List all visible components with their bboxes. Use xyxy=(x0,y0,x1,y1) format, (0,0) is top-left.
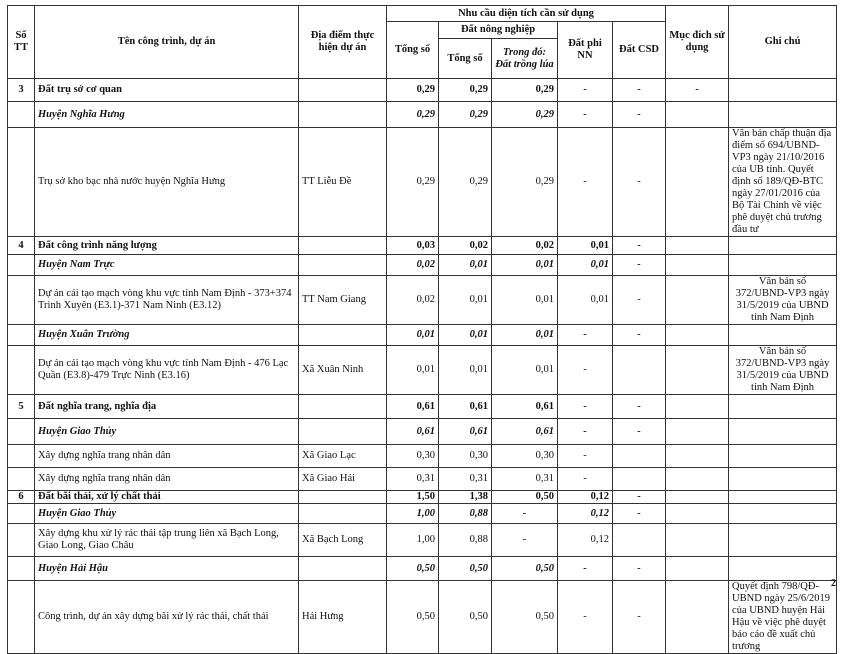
cell-agri-total: 0,88 xyxy=(439,504,492,524)
cell-location xyxy=(299,419,387,445)
cell-agri-total: 0,50 xyxy=(439,581,492,654)
cell-non-agri: - xyxy=(558,128,613,237)
cell-name: Huyện Nam Trực xyxy=(35,255,299,276)
header-stt: Số TT xyxy=(8,6,35,79)
header-total: Tổng số xyxy=(387,22,439,79)
cell-stt xyxy=(8,255,35,276)
cell-location xyxy=(299,395,387,419)
district-row xyxy=(8,325,837,346)
cell-agri-total: 0,50 xyxy=(439,557,492,581)
cell-purpose xyxy=(666,237,729,255)
cell-non-agri: 0,12 xyxy=(558,524,613,557)
cell-agri-total: 0,01 xyxy=(439,346,492,395)
cell-rice: 0,50 xyxy=(492,491,558,504)
cell-stt xyxy=(8,581,35,654)
cell-stt: 6 xyxy=(8,491,35,504)
district-row xyxy=(8,419,837,445)
cell-note: Văn bản chấp thuận địa điểm số 694/UBND-VP3 ngày 21/10/2016 của UB tỉnh. Quyết định số 189/QĐ-BTC ngày 27/01/2016 của Bộ Tài Chính về việc phê duyệt chủ trương đầu tư xyxy=(729,128,837,237)
cell-total: 0,02 xyxy=(387,276,439,325)
cell-name: Đất bãi thải, xử lý chất thải xyxy=(35,491,299,504)
cell-unused: - xyxy=(613,237,666,255)
header-non-agri: Đất phi NN xyxy=(558,22,613,79)
cell-note xyxy=(729,102,837,128)
cell-stt xyxy=(8,419,35,445)
cell-note xyxy=(729,255,837,276)
cell-name: Huyện Nghĩa Hưng xyxy=(35,102,299,128)
cell-location: Xã Giao Lạc xyxy=(299,445,387,468)
cell-agri-total: 0,01 xyxy=(439,276,492,325)
cell-non-agri: 0,01 xyxy=(558,237,613,255)
cell-note xyxy=(729,504,837,524)
header-note: Ghi chú xyxy=(729,6,837,79)
cell-note: Quyết định 798/QĐ-UBND ngày 25/6/2019 của UBND huyện Hải Hậu về việc phê duyệt báo cáo đề xuất chủ trương xyxy=(729,581,837,654)
cell-purpose xyxy=(666,419,729,445)
cell-total: 0,31 xyxy=(387,468,439,491)
cell-location xyxy=(299,255,387,276)
cell-unused: - xyxy=(613,128,666,237)
cell-stt xyxy=(8,504,35,524)
cell-stt: 4 xyxy=(8,237,35,255)
cell-purpose xyxy=(666,491,729,504)
cell-stt xyxy=(8,346,35,395)
cell-purpose xyxy=(666,524,729,557)
cell-purpose xyxy=(666,445,729,468)
group-row xyxy=(8,395,837,419)
cell-purpose xyxy=(666,102,729,128)
cell-purpose xyxy=(666,346,729,395)
cell-total: 0,29 xyxy=(387,79,439,102)
header-purpose: Mục đích sử dụng xyxy=(666,6,729,79)
cell-agri-total: 0,01 xyxy=(439,255,492,276)
cell-purpose xyxy=(666,276,729,325)
cell-purpose xyxy=(666,504,729,524)
cell-name: Trụ sở kho bạc nhà nước huyện Nghĩa Hưng xyxy=(35,128,299,237)
cell-note xyxy=(729,468,837,491)
cell-purpose xyxy=(666,395,729,419)
cell-location xyxy=(299,557,387,581)
district-row xyxy=(8,557,837,581)
cell-purpose: - xyxy=(666,79,729,102)
table-row xyxy=(8,524,837,557)
cell-agri-total: 0,29 xyxy=(439,102,492,128)
header-name: Tên công trình, dự án xyxy=(35,6,299,79)
cell-rice: - xyxy=(492,504,558,524)
cell-stt xyxy=(8,325,35,346)
cell-stt: 3 xyxy=(8,79,35,102)
cell-agri-total: 0,88 xyxy=(439,524,492,557)
cell-note xyxy=(729,445,837,468)
cell-stt: 5 xyxy=(8,395,35,419)
cell-unused xyxy=(613,445,666,468)
cell-stt xyxy=(8,276,35,325)
cell-location: TT Liễu Đề xyxy=(299,128,387,237)
land-use-table xyxy=(7,5,837,654)
cell-rice: 0,01 xyxy=(492,325,558,346)
cell-unused: - xyxy=(613,504,666,524)
cell-total: 0,50 xyxy=(387,557,439,581)
cell-unused: - xyxy=(613,581,666,654)
cell-note xyxy=(729,419,837,445)
cell-note: Văn bản số 372/UBND-VP3 ngày 31/5/2019 của UBND tỉnh Nam Định xyxy=(729,276,837,325)
cell-name: Đất công trình năng lượng xyxy=(35,237,299,255)
cell-total: 0,02 xyxy=(387,255,439,276)
cell-unused xyxy=(613,524,666,557)
cell-agri-total: 0,29 xyxy=(439,128,492,237)
district-row xyxy=(8,255,837,276)
cell-non-agri: 0,01 xyxy=(558,276,613,325)
cell-note xyxy=(729,557,837,581)
cell-rice: 0,61 xyxy=(492,419,558,445)
cell-location xyxy=(299,102,387,128)
cell-unused: - xyxy=(613,395,666,419)
cell-total: 0,61 xyxy=(387,419,439,445)
cell-total: 0,29 xyxy=(387,128,439,237)
cell-total: 1,50 xyxy=(387,491,439,504)
cell-purpose xyxy=(666,557,729,581)
cell-unused: - xyxy=(613,102,666,128)
cell-note xyxy=(729,491,837,504)
cell-name: Dự án cải tạo mạch vòng khu vực tỉnh Nam Định - 476 Lạc Quần (E3.8)-479 Trực Ninh (E3.16) xyxy=(35,346,299,395)
cell-unused: - xyxy=(613,491,666,504)
cell-non-agri: - xyxy=(558,346,613,395)
cell-location: Xã Bạch Long xyxy=(299,524,387,557)
cell-purpose xyxy=(666,255,729,276)
district-row xyxy=(8,504,837,524)
group-row xyxy=(8,79,837,102)
cell-location xyxy=(299,237,387,255)
cell-unused: - xyxy=(613,557,666,581)
cell-location: Xã Giao Hải xyxy=(299,468,387,491)
table-row xyxy=(8,468,837,491)
cell-purpose xyxy=(666,128,729,237)
cell-unused: - xyxy=(613,255,666,276)
cell-stt xyxy=(8,102,35,128)
cell-location: TT Nam Giang xyxy=(299,276,387,325)
cell-stt xyxy=(8,128,35,237)
cell-stt xyxy=(8,468,35,491)
cell-stt xyxy=(8,557,35,581)
cell-stt xyxy=(8,524,35,557)
cell-name: Huyện Giao Thủy xyxy=(35,419,299,445)
page-number: 2 xyxy=(831,578,836,589)
cell-non-agri: - xyxy=(558,581,613,654)
cell-unused: - xyxy=(613,419,666,445)
table-body xyxy=(8,79,837,654)
cell-rice: 0,29 xyxy=(492,128,558,237)
cell-non-agri: - xyxy=(558,445,613,468)
table-row xyxy=(8,581,837,654)
table-row xyxy=(8,276,837,325)
cell-non-agri: - xyxy=(558,468,613,491)
header-area-need: Nhu cầu diện tích cần sử dụng xyxy=(387,6,666,22)
cell-name: Huyện Xuân Trường xyxy=(35,325,299,346)
cell-agri-total: 0,61 xyxy=(439,395,492,419)
cell-location xyxy=(299,491,387,504)
cell-name: Xây dựng nghĩa trang nhân dân xyxy=(35,468,299,491)
cell-location: Xã Xuân Ninh xyxy=(299,346,387,395)
cell-name: Xây dựng nghĩa trang nhân dân xyxy=(35,445,299,468)
cell-non-agri: 0,12 xyxy=(558,491,613,504)
cell-unused: - xyxy=(613,276,666,325)
group-row xyxy=(8,491,837,504)
cell-agri-total: 1,38 xyxy=(439,491,492,504)
cell-name: Huyện Giao Thủy xyxy=(35,504,299,524)
cell-purpose xyxy=(666,468,729,491)
cell-agri-total: 0,30 xyxy=(439,445,492,468)
cell-note xyxy=(729,395,837,419)
cell-name: Xây dựng khu xử lý rác thải tập trung liên xã Bạch Long, Giao Long, Giao Châu xyxy=(35,524,299,557)
cell-stt xyxy=(8,445,35,468)
table-row xyxy=(8,346,837,395)
cell-unused xyxy=(613,346,666,395)
cell-note xyxy=(729,237,837,255)
cell-rice: 0,01 xyxy=(492,346,558,395)
cell-rice: 0,29 xyxy=(492,79,558,102)
cell-location xyxy=(299,79,387,102)
cell-unused: - xyxy=(613,325,666,346)
cell-non-agri: - xyxy=(558,395,613,419)
cell-total: 0,50 xyxy=(387,581,439,654)
cell-purpose xyxy=(666,325,729,346)
cell-rice: 0,02 xyxy=(492,237,558,255)
cell-agri-total: 0,02 xyxy=(439,237,492,255)
cell-rice: 0,61 xyxy=(492,395,558,419)
cell-total: 0,03 xyxy=(387,237,439,255)
table-row xyxy=(8,128,837,237)
cell-total: 0,61 xyxy=(387,395,439,419)
cell-note: Văn bản số 372/UBND-VP3 ngày 31/5/2019 của UBND tỉnh Nam Định xyxy=(729,346,837,395)
cell-non-agri: 0,01 xyxy=(558,255,613,276)
cell-rice: 0,29 xyxy=(492,102,558,128)
cell-rice: 0,01 xyxy=(492,276,558,325)
header-rice-land: Trong đó: Đất trồng lúa xyxy=(492,39,558,79)
cell-total: 1,00 xyxy=(387,504,439,524)
cell-total: 0,29 xyxy=(387,102,439,128)
cell-agri-total: 0,61 xyxy=(439,419,492,445)
cell-agri-total: 0,01 xyxy=(439,325,492,346)
cell-rice: 0,50 xyxy=(492,581,558,654)
cell-name: Huyện Hải Hậu xyxy=(35,557,299,581)
cell-non-agri: - xyxy=(558,557,613,581)
cell-non-agri: - xyxy=(558,325,613,346)
cell-total: 0,01 xyxy=(387,346,439,395)
cell-note xyxy=(729,325,837,346)
cell-non-agri: - xyxy=(558,102,613,128)
header-unused: Đất CSD xyxy=(613,22,666,79)
cell-total: 0,01 xyxy=(387,325,439,346)
cell-name: Dự án cải tạo mạch vòng khu vực tỉnh Nam Định - 373+374 Trình Xuyên (E3.1)-371 Nam Ninh (E3.12) xyxy=(35,276,299,325)
cell-name: Đất nghĩa trang, nghĩa địa xyxy=(35,395,299,419)
cell-rice: - xyxy=(492,524,558,557)
cell-location xyxy=(299,504,387,524)
district-row xyxy=(8,102,837,128)
cell-non-agri: - xyxy=(558,419,613,445)
cell-location: Hải Hưng xyxy=(299,581,387,654)
cell-total: 1,00 xyxy=(387,524,439,557)
cell-agri-total: 0,31 xyxy=(439,468,492,491)
cell-name: Đất trụ sở cơ quan xyxy=(35,79,299,102)
table-row xyxy=(8,445,837,468)
cell-non-agri: - xyxy=(558,79,613,102)
header-agri-land: Đất nông nghiệp xyxy=(439,22,558,39)
cell-rice: 0,01 xyxy=(492,255,558,276)
group-row xyxy=(8,237,837,255)
cell-unused: - xyxy=(613,79,666,102)
header-agri-total: Tổng số xyxy=(439,39,492,79)
cell-note xyxy=(729,79,837,102)
cell-total: 0,30 xyxy=(387,445,439,468)
cell-note xyxy=(729,524,837,557)
cell-rice: 0,30 xyxy=(492,445,558,468)
cell-rice: 0,50 xyxy=(492,557,558,581)
cell-non-agri: 0,12 xyxy=(558,504,613,524)
cell-purpose xyxy=(666,581,729,654)
cell-agri-total: 0,29 xyxy=(439,79,492,102)
header-location: Địa điểm thực hiện dự án xyxy=(299,6,387,79)
cell-rice: 0,31 xyxy=(492,468,558,491)
cell-name: Công trình, dự án xây dựng bãi xử lý rác thải, chất thải xyxy=(35,581,299,654)
cell-location xyxy=(299,325,387,346)
cell-unused xyxy=(613,468,666,491)
